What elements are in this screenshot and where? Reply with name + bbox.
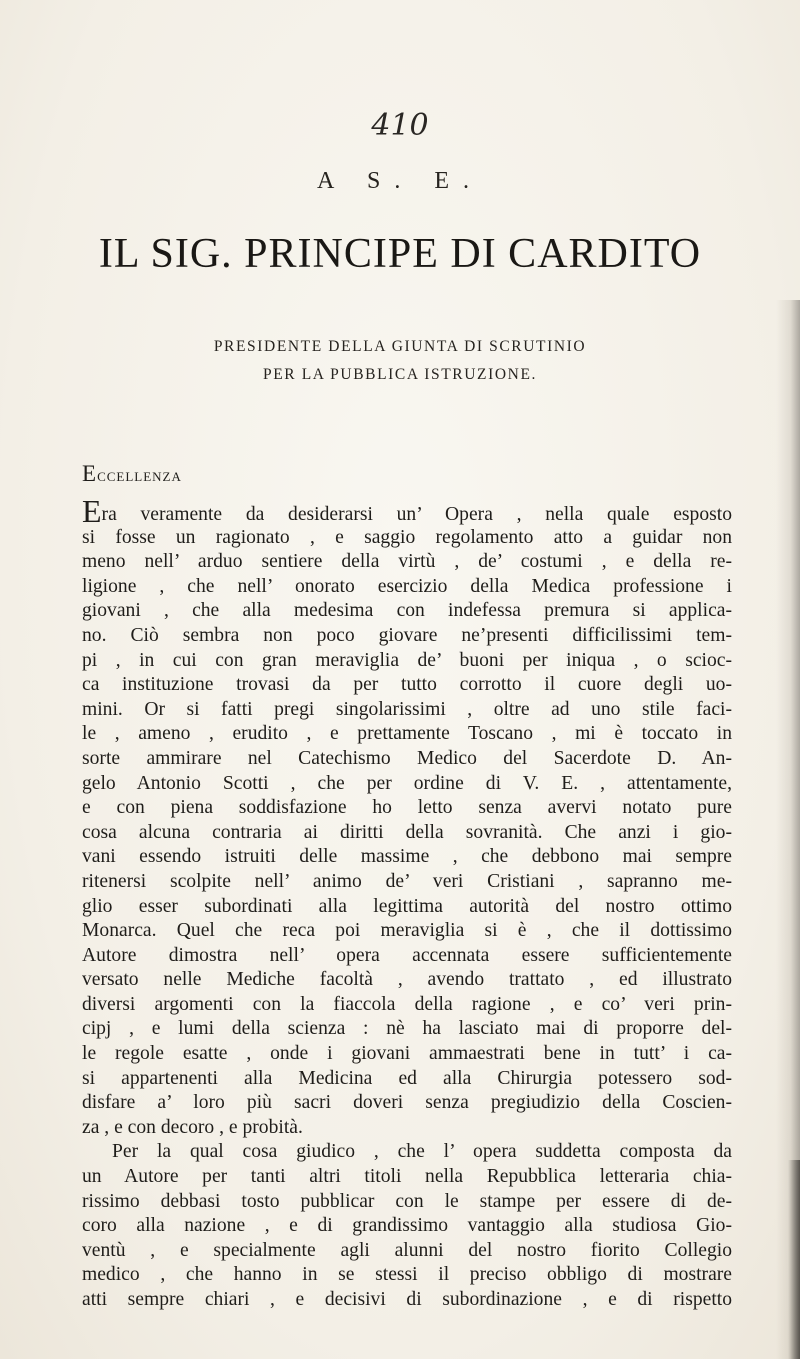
body-line: cipj , e lumi della scienza : nè ha lasciato mai di proporre del-	[82, 1018, 732, 1040]
body-line: cosa alcuna contraria ai diritti della sovranità. Che anzi i gio-	[82, 821, 732, 843]
body-line: si fosse un ragionato , e saggio regolamento atto a guidar non	[82, 526, 732, 548]
body-line: e con piena soddisfazione ho letto senza avervi notato pure	[82, 797, 732, 819]
body-line: medico , che hanno in se stessi il preciso obbligo di mostrare	[82, 1264, 732, 1286]
body-line: le , ameno , erudito , e prettamente Toscano , mi è toccato in	[82, 723, 732, 745]
body-line: Autore dimostra nell’ opera accennata essere sufficientemente	[82, 944, 732, 966]
body-line: mini. Or si fatti pregi singolarissimi , oltre ad uno stile faci-	[82, 698, 732, 720]
body-line: disfare a’ loro più sacri doveri senza pregiudizio della Coscien-	[82, 1092, 732, 1114]
body-line: Monarca. Quel che reca poi meraviglia si è , che il dottissimo	[82, 920, 732, 942]
office-line-2: PER LA PUBBLICA ISTRUZIONE.	[263, 366, 537, 383]
body-line: diversi argomenti con la fiaccola della ragione , e co’ veri prin-	[82, 993, 732, 1015]
body-line: no. Ciò sembra non poco giovare ne’presenti difficilissimi tem-	[82, 624, 732, 646]
office-line-1: PRESIDENTE DELLA GIUNTA DI SCRUTINIO	[213, 338, 587, 355]
body-line: rissimo debbasi tosto pubblicar con le stampe per essere di de-	[82, 1190, 732, 1212]
salutation-rest: ccellenza	[97, 465, 182, 485]
dedication-address: A S. E.	[316, 168, 483, 194]
body-line: meno nell’ arduo sentiere della virtù , de’ costumi , e della re-	[82, 551, 732, 573]
salutation-initial: E	[82, 461, 98, 486]
body-line: vani essendo istruiti delle massime , che debbono mai sempre	[82, 846, 732, 868]
body-line-first: Era veramente da desiderarsi un’ Opera , nella quale esposto	[82, 493, 732, 529]
body-line: versato nelle Mediche facoltà , avendo trattato , ed illustrato	[82, 969, 732, 991]
body-line: ritenersi scolpite nell’ animo de’ veri Cristiani , sapranno me-	[82, 870, 732, 892]
body-line: ligione , che nell’ onorato esercizio della Medica professione i	[82, 575, 732, 597]
body-line: si appartenenti alla Medicina ed alla Chirurgia potessero sod-	[82, 1067, 732, 1089]
dedicatee-title: IL SIG. PRINCIPE DI CARDITO	[98, 231, 702, 277]
body-line: ca instituzione trovasi da per tutto corrotto il cuore degli uo-	[82, 674, 732, 696]
page-edge-dark	[788, 1160, 800, 1359]
body-line: un Autore per tanti altri titoli nella Repubblica letteraria chia-	[82, 1166, 732, 1188]
body-line: ventù , e specialmente agli alunni del nostro fiorito Collegio	[82, 1239, 732, 1261]
body-line: gelo Antonio Scotti , che per ordine di V. E. , attentamente,	[82, 772, 732, 794]
body-line: pi , in cui con gran meraviglia de’ buoni per iniqua , o scioc-	[82, 649, 732, 671]
body-line: atti sempre chiari , e decisivi di subordinazione , e di rispetto	[82, 1289, 732, 1310]
body-line: za , e con decoro , e probità.	[82, 1116, 303, 1138]
body-line-para2-start: Per la qual cosa giudico , che l’ opera suddetta composta da	[112, 1141, 732, 1163]
letter-body	[82, 493, 732, 1313]
body-line: sorte ammirare nel Catechismo Medico del Sacerdote D. An-	[82, 747, 732, 769]
body-line: giovani , che alla medesima con indefessa premura si applica-	[82, 600, 732, 622]
body-line: coro alla nazione , e di grandissimo vantaggio alla studiosa Gio-	[82, 1215, 732, 1237]
drop-cap: E	[82, 493, 102, 529]
body-line: glio esser subordinati alla legittima autorità del nostro ottimo	[82, 895, 732, 917]
salutation	[82, 461, 182, 487]
body-line: le regole esatte , onde i giovani ammaestrati bene in tutt’ i ca-	[82, 1043, 732, 1065]
page-number: 410	[371, 108, 429, 143]
